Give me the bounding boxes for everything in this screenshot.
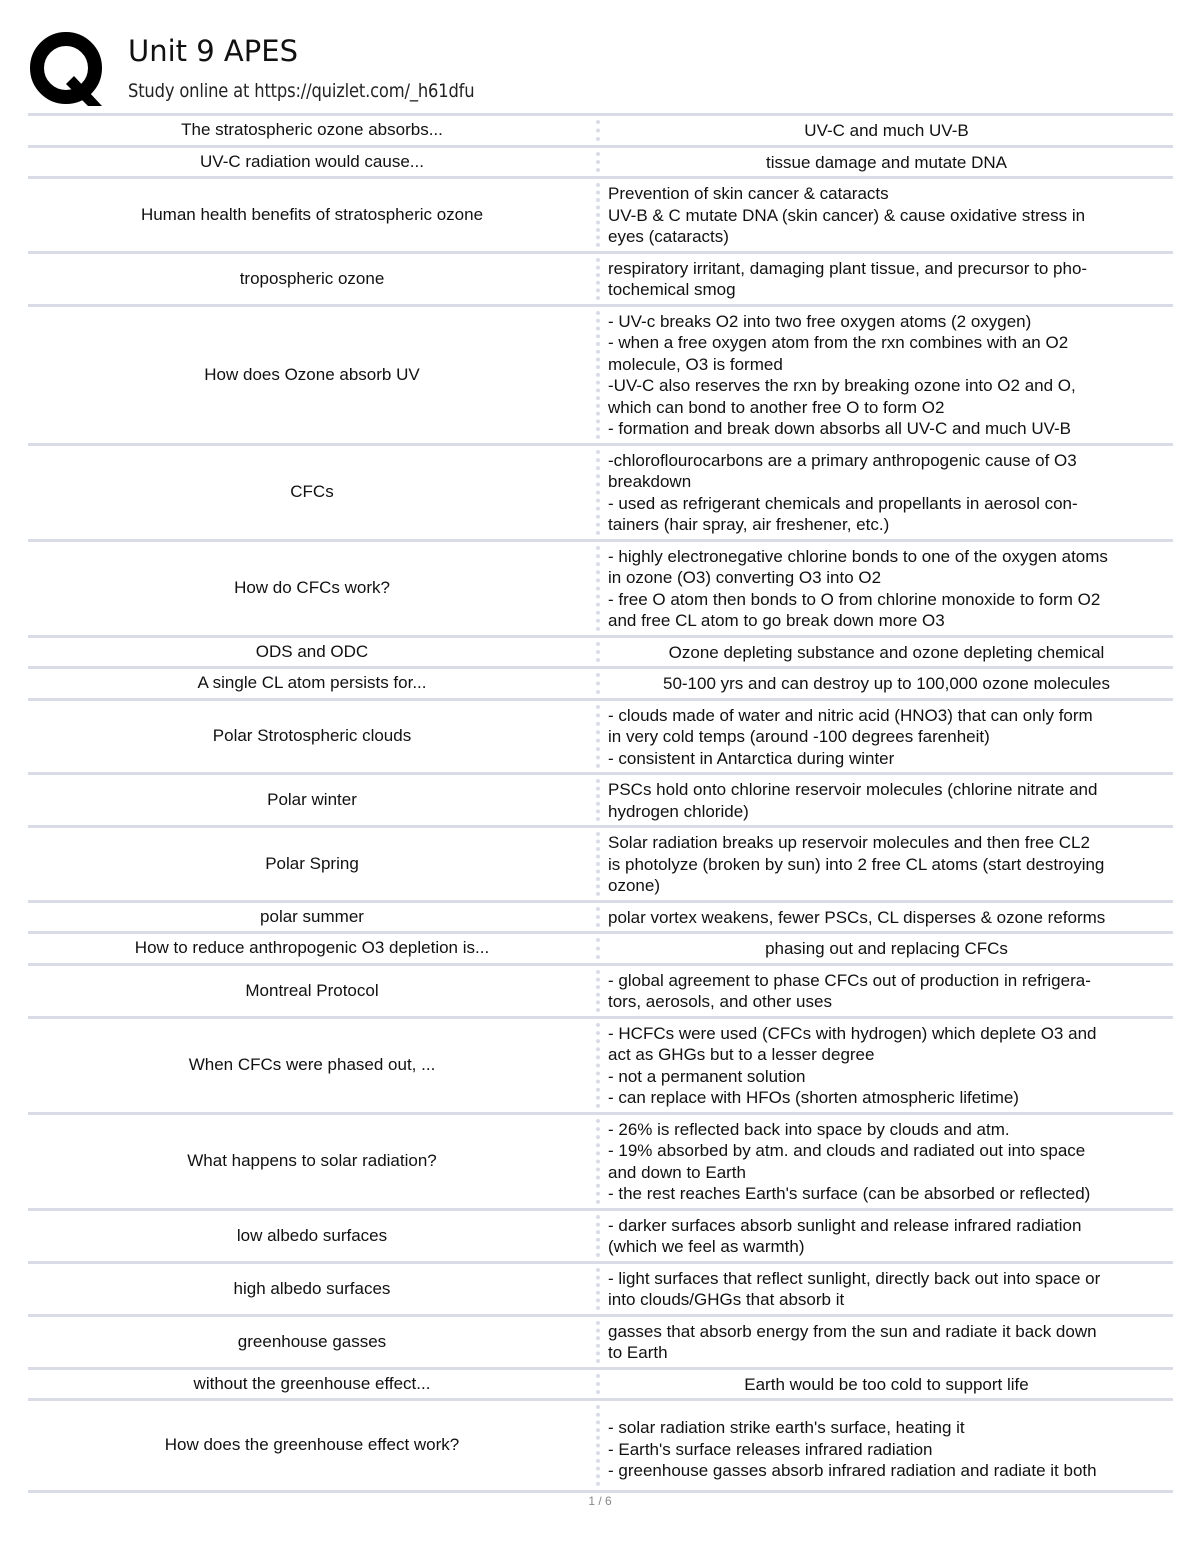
definition-line: polar vortex weakens, fewer PSCs, CL disperses & ozone reforms <box>608 907 1106 927</box>
flashcard-row <box>28 1211 1173 1264</box>
flashcard-term: When CFCs were phased out, ... <box>188 1055 436 1074</box>
definition-line: molecule, O3 is formed <box>608 354 783 374</box>
flashcard-row <box>28 116 1173 148</box>
definition-line: - highly electronegative chlorine bonds to one of the oxygen atoms <box>608 546 1108 566</box>
column-divider <box>596 832 604 896</box>
definition-line: tissue damage and mutate DNA <box>766 152 1007 172</box>
definition-line: is photolyze (broken by sun) into 2 free CL atoms (start destroying <box>608 854 1105 874</box>
flashcard-definition <box>604 446 1173 539</box>
definition-line: 50-100 yrs and can destroy up to 100,000 ozone molecules <box>662 674 1110 693</box>
flashcard-term: ODS and ODC <box>255 641 369 661</box>
definition-line: -chloroflourocarbons are a primary anthropogenic cause of O3 <box>608 450 1077 470</box>
flashcard-definition <box>604 775 1173 825</box>
definition-line: - UV-c breaks O2 into two free oxygen atoms (2 oxygen) <box>608 311 1032 331</box>
flashcard-definition <box>604 1370 1173 1399</box>
flashcard-definition <box>604 1401 1173 1490</box>
flashcard-term: How does the greenhouse effect work? <box>164 1435 460 1455</box>
flashcard-row <box>28 179 1173 254</box>
flashcard-term: low albedo surfaces <box>236 1225 388 1245</box>
column-divider <box>596 1215 604 1257</box>
definition-line: respiratory irritant, damaging plant tissue, and precursor to pho- <box>608 258 1088 278</box>
definition-line: which can bond to another free O to form O2 <box>608 397 945 417</box>
definition-line: in very cold temps (around -100 degrees farenheit) <box>608 727 990 746</box>
flashcard-term: high albedo surfaces <box>233 1278 391 1298</box>
definition-line: UV-B & C mutate DNA (skin cancer) & cause oxidative stress in <box>608 205 1086 225</box>
definition-line: ozone) <box>608 876 660 895</box>
definition-line: breakdown <box>608 472 692 491</box>
flashcard-definition <box>604 542 1173 635</box>
definition-line: act as GHGs but to a lesser degree <box>608 1045 875 1064</box>
flashcard-definition <box>604 148 1173 177</box>
column-divider <box>596 938 604 959</box>
flashcard-definition <box>604 1019 1173 1112</box>
flashcard-row <box>28 307 1173 446</box>
column-divider <box>596 779 604 821</box>
flashcard-definition <box>604 1317 1173 1367</box>
flashcard-row <box>28 148 1173 180</box>
page-number: 1 / 6 <box>588 1494 612 1508</box>
column-divider <box>596 1023 604 1108</box>
flashcard-row <box>28 1370 1173 1402</box>
definition-line: eyes (cataracts) <box>608 227 729 246</box>
column-divider <box>596 1321 604 1363</box>
flashcard-term: The stratospheric ozone absorbs... <box>181 120 443 140</box>
flashcard-row <box>28 254 1173 307</box>
definition-line: gasses that absorb energy from the sun and radiate it back down <box>608 1321 1097 1341</box>
flashcard-term: UV-C radiation would cause... <box>200 151 424 171</box>
definition-line: - 26% is reflected back into space by clouds and atm. <box>608 1119 1010 1139</box>
flashcard-term: greenhouse gasses <box>237 1331 387 1351</box>
definition-line: and down to Earth <box>608 1162 746 1182</box>
flashcard-term: How does Ozone absorb UV <box>204 364 420 384</box>
flashcard-definition <box>604 701 1173 773</box>
definition-line: - 19% absorbed by atm. and clouds and radiated out into space <box>608 1141 1086 1160</box>
definition-line: (which we feel as warmth) <box>608 1237 805 1256</box>
definition-line: tainers (hair spray, air freshener, etc.) <box>608 515 890 534</box>
column-divider <box>596 642 604 663</box>
definition-line: Earth would be too cold to support life <box>744 1374 1029 1394</box>
flashcard-term: What happens to solar radiation? <box>187 1151 437 1170</box>
definition-line: hydrogen chloride) <box>608 801 749 821</box>
definition-line: - solar radiation strike earth's surface, heating it <box>608 1418 965 1437</box>
flashcard-definition <box>604 669 1173 698</box>
flashcard-row <box>28 966 1173 1019</box>
definition-line: - Earth's surface releases infrared radiation <box>608 1439 933 1459</box>
column-divider <box>596 152 604 173</box>
flashcard-term: Polar Strotospheric clouds <box>212 726 412 746</box>
definition-line: - greenhouse gasses absorb infrared radiation and radiate it both <box>608 1461 1097 1480</box>
flashcard-row <box>28 669 1173 701</box>
definition-line: to Earth <box>608 1343 668 1362</box>
definition-line: Ozone depleting substance and ozone depleting chemical <box>668 642 1105 662</box>
definition-line: - used as refrigerant chemicals and propellants in aerosol con- <box>608 493 1078 513</box>
definition-line: and free CL atom to go break down more O3 <box>608 611 945 630</box>
column-divider <box>596 120 604 141</box>
flashcard-row <box>28 1019 1173 1115</box>
flashcard-definition <box>604 307 1173 443</box>
flashcard-definition <box>604 1211 1173 1261</box>
column-divider <box>596 673 604 694</box>
column-divider <box>596 705 604 769</box>
definition-line: - when a free oxygen atom from the rxn combines with an O2 <box>608 333 1069 352</box>
definition-line: - the rest reaches Earth's surface (can be absorbed or reflected) <box>608 1184 1091 1203</box>
flashcard-row <box>28 1401 1173 1493</box>
column-divider <box>596 258 604 300</box>
flashcard-row <box>28 446 1173 542</box>
flashcard-row <box>28 701 1173 776</box>
flashcard-definition <box>604 116 1173 145</box>
flashcard-definition <box>604 828 1173 900</box>
flashcard-row <box>28 1317 1173 1370</box>
flashcard-row <box>28 638 1173 670</box>
flashcard-term: A single CL atom persists for... <box>197 673 427 693</box>
page-header <box>28 28 1178 112</box>
flashcard-table <box>28 113 1173 1493</box>
definition-line: Solar radiation breaks up reservoir molecules and then free CL2 <box>608 833 1090 852</box>
column-divider <box>596 907 604 928</box>
definition-line: PSCs hold onto chlorine reservoir molecules (chlorine nitrate and <box>608 780 1098 799</box>
definition-line: - not a permanent solution <box>608 1066 806 1086</box>
definition-line: - clouds made of water and nitric acid (HNO3) that can only form <box>608 705 1093 725</box>
flashcard-term: tropospheric ozone <box>239 268 385 288</box>
definition-line: - consistent in Antarctica during winter <box>608 748 895 768</box>
definition-line: - darker surfaces absorb sunlight and release infrared radiation <box>608 1215 1082 1235</box>
flashcard-row <box>28 934 1173 966</box>
definition-line: - can replace with HFOs (shorten atmospheric lifetime) <box>608 1088 1019 1107</box>
definition-line: phasing out and replacing CFCs <box>765 939 1008 958</box>
definition-line: into clouds/GHGs that absorb it <box>608 1290 845 1309</box>
flashcard-definition <box>604 1115 1173 1208</box>
definition-line: -UV-C also reserves the rxn by breaking ozone into O2 and O, <box>608 376 1076 395</box>
flashcard-term: Polar Spring <box>265 853 359 873</box>
page-title: Unit 9 APES <box>128 34 298 68</box>
flashcard-row <box>28 903 1173 935</box>
column-divider <box>596 183 604 247</box>
flashcard-definition <box>604 934 1173 963</box>
definition-line: tochemical smog <box>608 280 736 299</box>
definition-line: - free O atom then bonds to O from chlorine monoxide to form O2 <box>608 589 1101 609</box>
flashcard-term: polar summer <box>260 906 364 926</box>
flashcard-definition <box>604 638 1173 667</box>
flashcard-term: How do CFCs work? <box>234 578 390 597</box>
study-online-link-text: Study online at https://quizlet.com/_h61dfu <box>128 80 475 102</box>
flashcard-row <box>28 1264 1173 1317</box>
definition-line: - global agreement to phase CFCs out of production in refrigera- <box>608 970 1091 990</box>
definition-line: UV-C and much UV-B <box>804 121 969 140</box>
column-divider <box>596 546 604 631</box>
flashcard-term: Polar winter <box>267 790 357 809</box>
quizlet-logo-icon <box>30 30 108 108</box>
definition-line: - HCFCs were used (CFCs with hydrogen) which deplete O3 and <box>608 1023 1097 1043</box>
column-divider <box>596 1119 604 1204</box>
flashcard-row <box>28 775 1173 828</box>
definition-line: - light surfaces that reflect sunlight, directly back out into space or <box>608 1268 1101 1288</box>
flashcard-definition <box>604 966 1173 1016</box>
column-divider <box>596 1374 604 1395</box>
flashcard-definition <box>604 179 1173 251</box>
flashcard-term: without the greenhouse effect... <box>193 1373 431 1393</box>
definition-line: - formation and break down absorbs all UV-C and much UV-B <box>608 419 1072 438</box>
column-divider <box>596 970 604 1012</box>
flashcard-term: CFCs <box>290 482 334 501</box>
flashcard-definition <box>604 1264 1173 1314</box>
flashcard-definition <box>604 254 1173 304</box>
flashcard-row <box>28 828 1173 903</box>
column-divider <box>596 1268 604 1310</box>
flashcard-row <box>28 542 1173 638</box>
flashcard-term: Human health benefits of stratospheric ozone <box>140 204 484 224</box>
definition-line: Prevention of skin cancer & cataracts <box>608 184 889 203</box>
flashcard-row <box>28 1115 1173 1211</box>
definition-line: in ozone (O3) converting O3 into O2 <box>608 568 882 587</box>
flashcard-definition <box>604 903 1173 932</box>
flashcard-term: How to reduce anthropogenic O3 depletion is... <box>134 938 490 958</box>
definition-line: tors, aerosols, and other uses <box>608 992 832 1011</box>
column-divider <box>596 311 604 439</box>
flashcard-term: Montreal Protocol <box>245 980 379 1000</box>
column-divider <box>596 450 604 535</box>
column-divider <box>596 1405 604 1486</box>
